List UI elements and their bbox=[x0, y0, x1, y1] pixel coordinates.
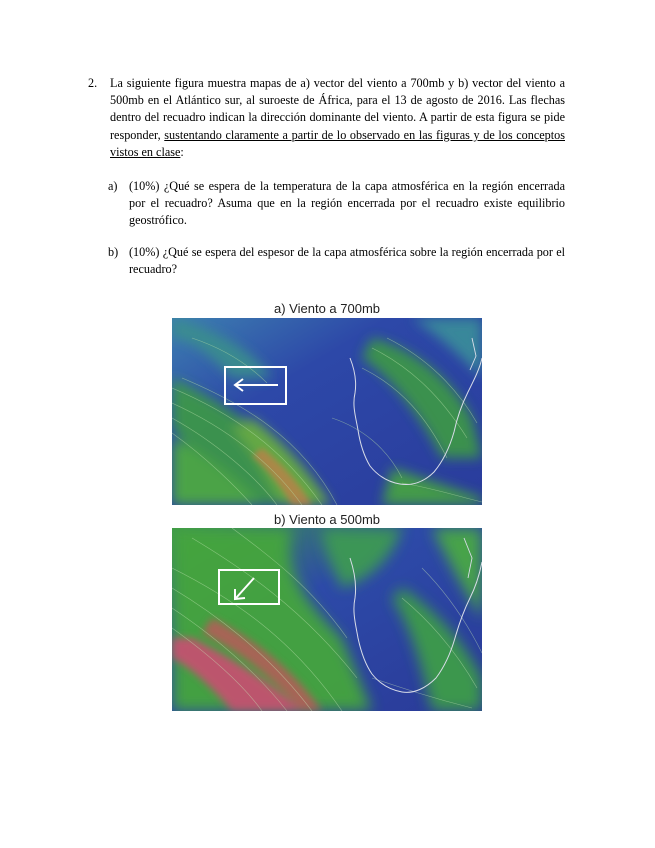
intro-text: La siguiente figura muestra mapas de a) vector del viento a 700mb y b) vector del viento a 500mb en el Atlántico sur, al suroeste de África, para el 13 de agosto de 2016. Las flechas dentro del recuadro indican la dirección dominante del viento. A partir de esta figura se pide responder, bbox=[110, 76, 565, 142]
intro-underlined: sustentando claramente a partir de lo observado en las figuras y de los conceptos vistos en clase bbox=[110, 127, 565, 159]
figure-a-title: a) Viento a 700mb bbox=[274, 301, 380, 316]
figure-b-title: b) Viento a 500mb bbox=[274, 512, 380, 527]
subquestion-b-label: b) bbox=[108, 245, 119, 259]
subquestion-b-text: (10%) ¿Qué se espera del espesor de la capa atmosférica sobre la región encerrada por el recuadro? bbox=[129, 245, 565, 277]
subquestion-a bbox=[108, 178, 565, 230]
question-intro bbox=[110, 75, 565, 161]
figure-a-map-image bbox=[172, 318, 482, 505]
subquestion-a-label: a) bbox=[108, 179, 118, 193]
figure-b-map-image bbox=[172, 528, 482, 711]
figure-a-wind-map bbox=[172, 318, 482, 505]
figure-b-wind-map bbox=[172, 528, 482, 711]
question-number: 2. bbox=[88, 76, 98, 90]
subquestion-b bbox=[108, 244, 565, 278]
question-2 bbox=[88, 75, 565, 161]
intro-end: : bbox=[180, 144, 184, 159]
subquestion-a-text: (10%) ¿Qué se espera de la temperatura de la capa atmosférica en la región encerrada por el recuadro? Asuma que en la región encerrada por el recuadro existe equilibrio geostrófico. bbox=[129, 179, 565, 228]
